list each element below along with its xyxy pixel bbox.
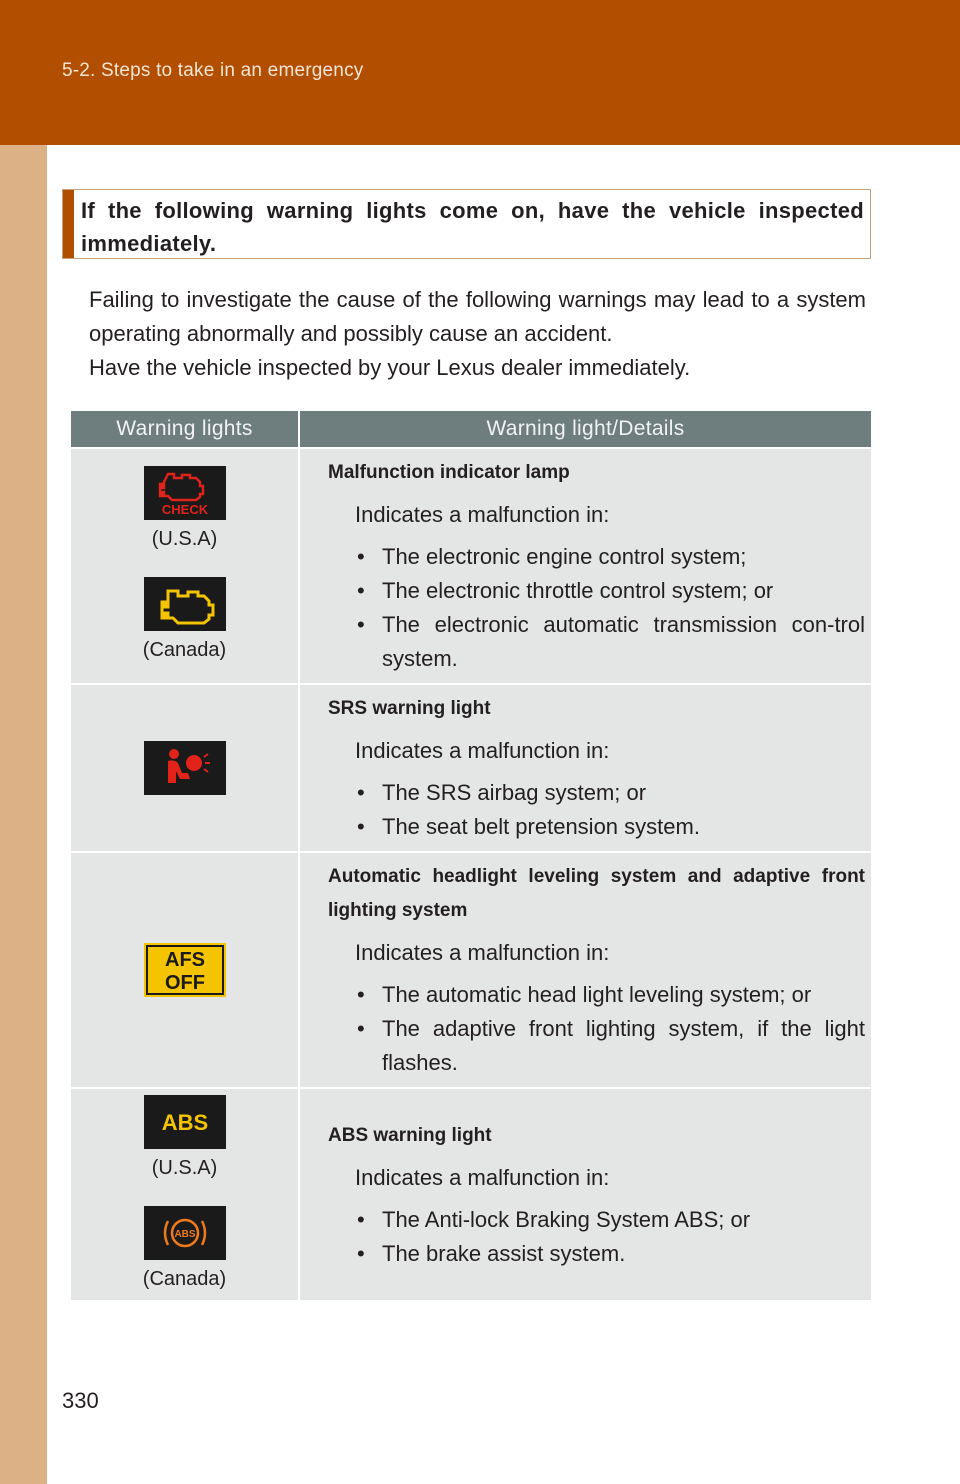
intro-paragraph-2: Have the vehicle inspected by your Lexus dealer immediately. (89, 355, 691, 380)
engine-icon (144, 577, 226, 631)
region-label-canada: (Canada) (142, 1267, 227, 1290)
column-header-details: Warning light/Details (299, 411, 871, 448)
column-header-warning-lights: Warning lights (71, 411, 299, 448)
bullet-item: • The adaptive front lighting system, if the light flashes. (357, 1016, 865, 1075)
check-engine-icon (144, 466, 226, 520)
page-margin-strip (0, 145, 47, 1484)
region-label-usa: (U.S.A) (151, 528, 218, 550)
bullet-item: • The brake assist system. (357, 1240, 626, 1266)
abs-label: ABS (161, 1109, 208, 1135)
detail-title: Malfunction indicator lamp (328, 462, 570, 483)
detail-title: ABS warning light (328, 1124, 492, 1146)
detail-subtitle: Indicates a malfunction in: (355, 1164, 610, 1190)
heading-box (62, 189, 871, 259)
check-label: CHECK (161, 502, 208, 517)
detail-subtitle: Indicates a malfunction in: (355, 502, 610, 527)
details-cell (299, 448, 871, 684)
afs-off-icon (144, 943, 226, 997)
detail-subtitle: Indicates a malfunction in: (355, 940, 610, 965)
details-cell (299, 1088, 871, 1300)
srs-airbag-icon (144, 741, 226, 795)
region-label-canada: (Canada) (142, 639, 227, 661)
bullet-item: • The seat belt pretension system. (357, 814, 700, 839)
abs-icon (144, 1095, 226, 1149)
bullet-item: • The electronic automatic transmission con-trol system. (357, 612, 865, 671)
bullet-item: • The automatic head light leveling system; or (357, 982, 812, 1007)
abs-circle-icon (144, 1206, 226, 1260)
abs-circle-label: ABS (173, 1228, 196, 1240)
page-number: 330 (62, 1388, 99, 1413)
detail-subtitle: Indicates a malfunction in: (355, 738, 610, 763)
bullet-item: • The electronic throttle control system; or (357, 578, 774, 603)
detail-title: Automatic headlight leveling system and adaptive front lighting system (328, 866, 865, 921)
detail-title: SRS warning light (328, 698, 491, 719)
details-cell (299, 852, 871, 1088)
table-row (71, 684, 871, 852)
icon-cell (71, 852, 299, 1088)
details-cell (299, 684, 871, 852)
off-label: OFF (164, 972, 205, 994)
table-header-row (71, 411, 871, 448)
intro-text (89, 283, 866, 385)
intro-paragraph-1: Failing to investigate the cause of the following warnings may lead to a system operating abnormally and possibly cause an accident. (89, 287, 866, 346)
table-row (71, 448, 871, 684)
bullet-item: • The electronic engine control system; (357, 544, 747, 569)
table-row (71, 1088, 871, 1300)
icon-cell (71, 684, 299, 852)
section-title: 5-2. Steps to take in an emergency (62, 60, 364, 81)
warning-lights-table (71, 411, 871, 1300)
heading-text: If the following warning lights come on, have the vehicle inspected immediately. (81, 198, 864, 256)
heading-accent-bar (63, 190, 74, 258)
bullet-item: • The SRS airbag system; or (357, 780, 647, 805)
region-label-usa: (U.S.A) (151, 1156, 218, 1179)
afs-label: AFS (164, 949, 205, 971)
icon-cell (71, 448, 299, 684)
bullet-item: • The Anti-lock Braking System ABS; or (357, 1206, 751, 1232)
icon-cell (71, 1088, 299, 1300)
table-row (71, 852, 871, 1088)
